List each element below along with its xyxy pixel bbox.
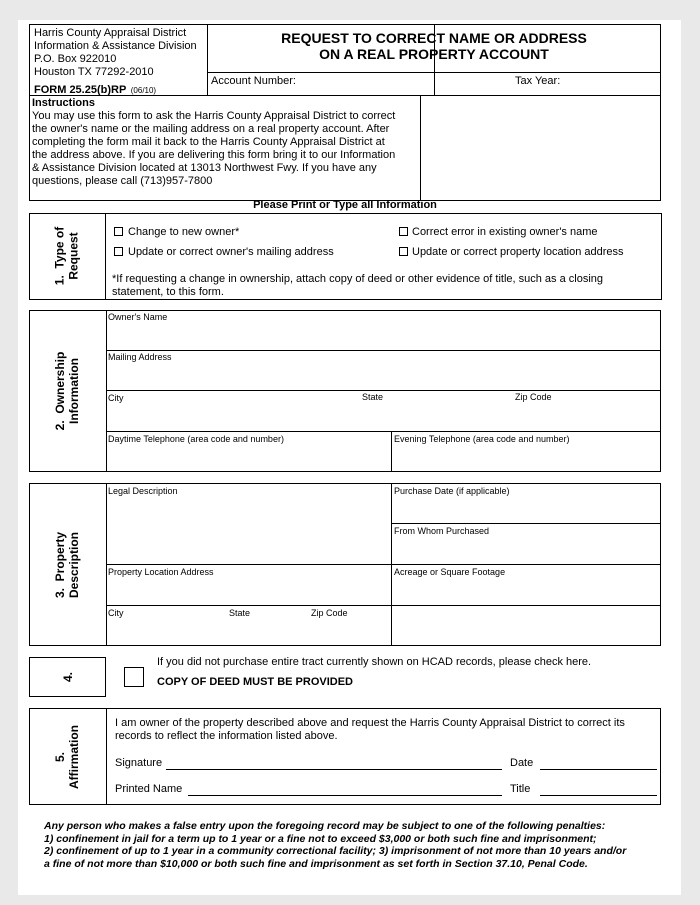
section2-label [53,311,83,471]
section3-row-line [106,605,661,606]
section5-label-text: 5. [53,752,67,763]
instructions-line: the address above. If you are delivering this form bring it to our Information [32,149,396,161]
penalty-notice [44,820,626,870]
title-label: Title [510,783,531,795]
title-line[interactable] [540,795,657,796]
instructions-right-divider [420,95,421,201]
mailing-address-label: Update or correct owner's mailing address [128,246,334,258]
affirmation-text [115,717,625,743]
partial-tract-checkbox[interactable] [124,667,144,687]
mailing-address-checkbox[interactable] [114,247,123,256]
new-owner-label: Change to new owner* [128,226,240,238]
org-name: Harris County Appraisal District [34,27,187,39]
section1-bottom-line [106,299,661,300]
affirmation-line: I am owner of the property described above and request the Harris County Appraisal District to correct its [115,717,625,729]
section2-row-line [106,431,661,432]
owners-name-field[interactable]: Owner's Name [108,312,168,322]
signature-label: Signature [115,757,163,769]
section3-label-text-2: Description [67,532,81,599]
penalty-line: a fine of not more than $10,000 or both such fine and imprisonment as set forth in Section 37.10, Penal Code. [44,857,588,870]
instructions-line: questions, please call (713)957-7800 [32,175,213,187]
ownership-note-line: statement, to this form. [112,286,224,298]
new-owner-checkbox[interactable] [114,227,123,236]
instructions-heading: Instructions [32,97,95,109]
printed-name-line[interactable] [188,795,502,796]
date-line[interactable] [540,769,657,770]
print-notice: Please Print or Type all Information [253,199,437,211]
mailing-address-field[interactable]: Mailing Address [108,352,172,362]
property-city-field[interactable]: City [108,608,124,618]
form-number: FORM 25.25(b)RP [34,84,127,96]
section2-box [29,310,661,472]
org-division: Information & Assistance Division [34,40,197,52]
form-title [207,30,661,62]
penalty-line: 2) confinement of up to 1 year in a community correctional facility; 3) imprisonment of not more than 10 years and/or [44,845,627,857]
correct-error-checkbox[interactable] [399,227,408,236]
property-zip-field[interactable]: Zip Code [311,608,348,618]
section2-phone-divider [391,431,392,472]
form-date: (06/10) [130,86,157,95]
evening-phone-field[interactable]: Evening Telephone (area code and number) [394,434,570,444]
partial-tract-text: If you did not purchase entire tract currently shown on HCAD records, please check here. [157,656,592,668]
section2-row-line [106,350,661,351]
section5-label [53,702,83,812]
section2-label-divider [106,310,107,472]
section2-label-text: 2. Ownership [53,351,67,431]
property-location-field[interactable]: Property Location Address [108,567,214,577]
ownership-note [112,273,603,299]
owner-zip-field[interactable]: Zip Code [515,392,552,402]
tax-year-label: Tax Year: [515,75,561,87]
section5-label-divider [106,708,107,805]
instructions-line: You may use this form to ask the Harris County Appraisal District to correct [32,110,396,122]
section3-label-text: 3. Property [53,531,67,599]
section3-label [53,485,83,645]
penalty-line: 1) confinement in jail for a term up to 1 year or a fine not to exceed $3,000 or both such fine and imprisonment; [44,832,597,845]
section1-right-line [661,213,662,300]
section1-label [53,208,83,305]
instructions-text [32,110,395,188]
legal-description-field[interactable]: Legal Description [108,486,178,496]
instructions-line: completing the form mail it back to the Harris County Appraisal District at [32,136,385,148]
date-label: Date [510,757,534,769]
title-line-2: ON A REAL PROPERTY ACCOUNT [319,46,549,62]
instructions-line: & Assistance Division located at 13013 Northwest Fwy. If you have any [32,162,377,174]
location-address-checkbox[interactable] [399,247,408,256]
owner-state-field[interactable]: State [362,392,384,402]
owner-city-field[interactable]: City [108,393,124,403]
penalty-line: Any person who makes a false entry upon the foregoing record may be subject to one of the following penalties: [44,820,606,832]
account-number-label: Account Number: [211,75,296,87]
section2-label-text-2: Information [67,358,81,424]
section4-label: 4. [61,672,75,683]
property-state-field[interactable]: State [229,608,251,618]
title-line-1: REQUEST TO CORRECT NAME OR ADDRESS [281,30,587,46]
section2-row-line [106,390,661,391]
section1-top-line [106,213,661,214]
from-whom-field[interactable]: From Whom Purchased [394,526,490,536]
org-po-box: P.O. Box 922010 [34,53,117,65]
form-page [18,20,681,895]
printed-name-label: Printed Name [115,783,183,795]
ownership-note-line: *If requesting a change in ownership, attach copy of deed or other evidence of title, such as a closing [112,273,604,285]
section5-label-text-2: Affirmation [67,725,81,789]
instructions-line: the owner's name or the mailing address on a real property account. After [32,123,390,135]
org-city: Houston TX 77292-2010 [34,66,154,78]
daytime-phone-field[interactable]: Daytime Telephone (area code and number) [108,434,284,444]
deed-notice: COPY OF DEED MUST BE PROVIDED [157,676,353,688]
acreage-field[interactable]: Acreage or Square Footage [394,567,506,577]
section3-right-row-line [391,523,661,524]
affirmation-line: records to reflect the information listed above. [115,730,338,742]
purchase-date-field[interactable]: Purchase Date (if applicable) [394,486,510,496]
signature-line[interactable] [166,769,502,770]
correct-error-label: Correct error in existing owner's name [412,226,598,238]
form-number-row [34,80,156,98]
location-address-label: Update or correct property location address [412,246,624,258]
account-line-top [207,72,661,73]
section1-label-text-2: Request [66,232,81,280]
section3-row-line [106,564,661,565]
section1-label-text: 1. Type of [52,226,67,286]
